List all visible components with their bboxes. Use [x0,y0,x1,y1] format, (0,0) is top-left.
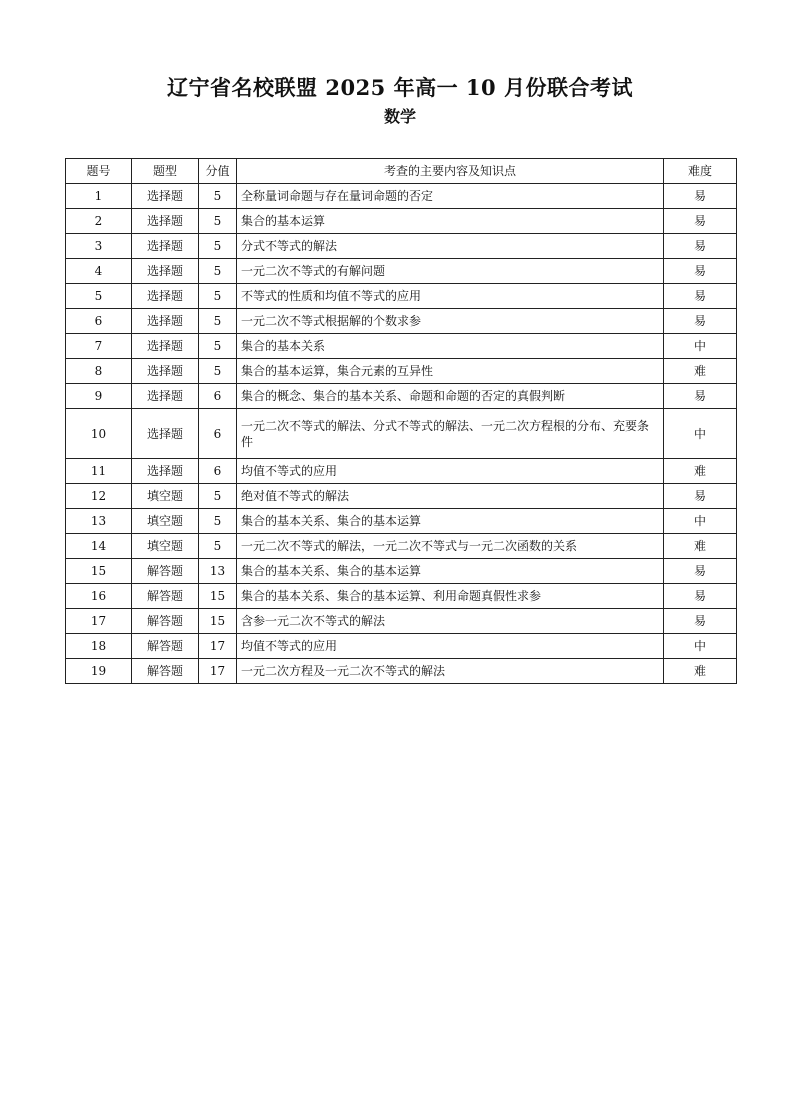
cell-question-number: 5 [66,284,132,309]
table-row [66,184,737,209]
cell-score: 5 [199,234,237,259]
cell-question-number: 15 [66,559,132,584]
cell-question-type: 解答题 [132,559,199,584]
cell-difficulty: 易 [664,609,737,634]
page-subtitle: 数学 [383,107,416,126]
cell-content: 集合的概念、集合的基本关系、命题和命题的否定的真假判断 [237,384,664,409]
cell-score: 5 [199,484,237,509]
table-row [66,509,737,534]
cell-score: 6 [199,384,237,409]
cell-content: 一元二次不等式根据解的个数求参 [237,309,664,334]
table-row [66,334,737,359]
cell-score: 15 [199,584,237,609]
cell-question-number: 8 [66,359,132,384]
cell-question-number: 3 [66,234,132,259]
cell-score: 5 [199,309,237,334]
table-row [66,584,737,609]
table-row [66,234,737,259]
cell-content: 集合的基本关系、集合的基本运算 [237,559,664,584]
cell-difficulty: 中 [664,334,737,359]
cell-question-number: 7 [66,334,132,359]
cell-score: 5 [199,284,237,309]
cell-question-type: 选择题 [132,309,199,334]
table-row [66,459,737,484]
table-row [66,259,737,284]
cell-question-type: 选择题 [132,459,199,484]
cell-content: 一元二次方程及一元二次不等式的解法 [237,659,664,684]
cell-score: 6 [199,459,237,484]
cell-question-number: 9 [66,384,132,409]
cell-score: 5 [199,534,237,559]
cell-question-number: 14 [66,534,132,559]
cell-content: 含参一元二次不等式的解法 [237,609,664,634]
cell-question-number: 6 [66,309,132,334]
cell-score: 5 [199,209,237,234]
cell-content: 不等式的性质和均值不等式的应用 [237,284,664,309]
table-row [66,409,737,459]
cell-difficulty: 易 [664,484,737,509]
header-question-type: 题型 [132,159,199,184]
cell-question-number: 10 [66,409,132,459]
cell-score: 5 [199,509,237,534]
header-score: 分值 [199,159,237,184]
cell-difficulty: 易 [664,559,737,584]
cell-question-type: 选择题 [132,359,199,384]
cell-difficulty: 易 [664,184,737,209]
table-row [66,609,737,634]
cell-content: 集合的基本运算 [237,209,664,234]
cell-question-type: 选择题 [132,209,199,234]
cell-score: 5 [199,334,237,359]
cell-difficulty: 难 [664,534,737,559]
cell-question-type: 选择题 [132,384,199,409]
cell-question-number: 12 [66,484,132,509]
cell-content: 集合的基本关系 [237,334,664,359]
cell-difficulty: 易 [664,384,737,409]
cell-question-number: 2 [66,209,132,234]
cell-difficulty: 易 [664,209,737,234]
cell-difficulty: 难 [664,659,737,684]
cell-question-type: 选择题 [132,409,199,459]
cell-content: 全称量词命题与存在量词命题的否定 [237,184,664,209]
page-title: 辽宁省名校联盟 2025 年高一 10 月份联合考试 [167,75,633,100]
cell-score: 5 [199,184,237,209]
cell-question-type: 选择题 [132,284,199,309]
table-row [66,384,737,409]
cell-question-number: 17 [66,609,132,634]
cell-difficulty: 中 [664,634,737,659]
cell-question-type: 选择题 [132,234,199,259]
cell-content: 一元二次不等式的解法，一元二次不等式与一元二次函数的关系 [237,534,664,559]
cell-content: 均值不等式的应用 [237,634,664,659]
cell-question-number: 13 [66,509,132,534]
cell-difficulty: 难 [664,459,737,484]
table-row [66,209,737,234]
cell-score: 5 [199,259,237,284]
header-question-number: 题号 [66,159,132,184]
cell-difficulty: 易 [664,234,737,259]
cell-difficulty: 难 [664,359,737,384]
cell-content: 集合的基本运算，集合元素的互异性 [237,359,664,384]
cell-question-type: 填空题 [132,534,199,559]
cell-content: 一元二次不等式的解法、分式不等式的解法、一元二次方程根的分布、充要条件 [237,409,664,459]
cell-question-type: 选择题 [132,334,199,359]
cell-question-type: 解答题 [132,659,199,684]
exam-specification-table [65,158,737,684]
cell-difficulty: 易 [664,259,737,284]
cell-content: 分式不等式的解法 [237,234,664,259]
cell-question-number: 18 [66,634,132,659]
cell-question-type: 选择题 [132,184,199,209]
cell-difficulty: 中 [664,409,737,459]
cell-question-type: 解答题 [132,609,199,634]
header-content: 考查的主要内容及知识点 [237,159,664,184]
table-row [66,634,737,659]
table-header-row [66,159,737,184]
cell-score: 17 [199,659,237,684]
cell-question-type: 选择题 [132,259,199,284]
cell-score: 15 [199,609,237,634]
cell-question-type: 解答题 [132,634,199,659]
cell-question-number: 16 [66,584,132,609]
cell-question-number: 19 [66,659,132,684]
table-row [66,309,737,334]
cell-content: 集合的基本关系、集合的基本运算、利用命题真假性求参 [237,584,664,609]
header-difficulty: 难度 [664,159,737,184]
cell-score: 5 [199,359,237,384]
cell-question-type: 填空题 [132,509,199,534]
cell-content: 绝对值不等式的解法 [237,484,664,509]
table-row [66,534,737,559]
cell-question-type: 解答题 [132,584,199,609]
cell-content: 一元二次不等式的有解问题 [237,259,664,284]
table-row [66,359,737,384]
cell-difficulty: 易 [664,284,737,309]
cell-difficulty: 易 [664,584,737,609]
table-row [66,284,737,309]
cell-question-number: 4 [66,259,132,284]
table-row [66,559,737,584]
table-row [66,659,737,684]
cell-score: 13 [199,559,237,584]
cell-question-type: 填空题 [132,484,199,509]
cell-difficulty: 中 [664,509,737,534]
cell-score: 6 [199,409,237,459]
cell-content: 均值不等式的应用 [237,459,664,484]
cell-question-number: 1 [66,184,132,209]
cell-question-number: 11 [66,459,132,484]
cell-score: 17 [199,634,237,659]
cell-difficulty: 易 [664,309,737,334]
cell-content: 集合的基本关系、集合的基本运算 [237,509,664,534]
table-row [66,484,737,509]
